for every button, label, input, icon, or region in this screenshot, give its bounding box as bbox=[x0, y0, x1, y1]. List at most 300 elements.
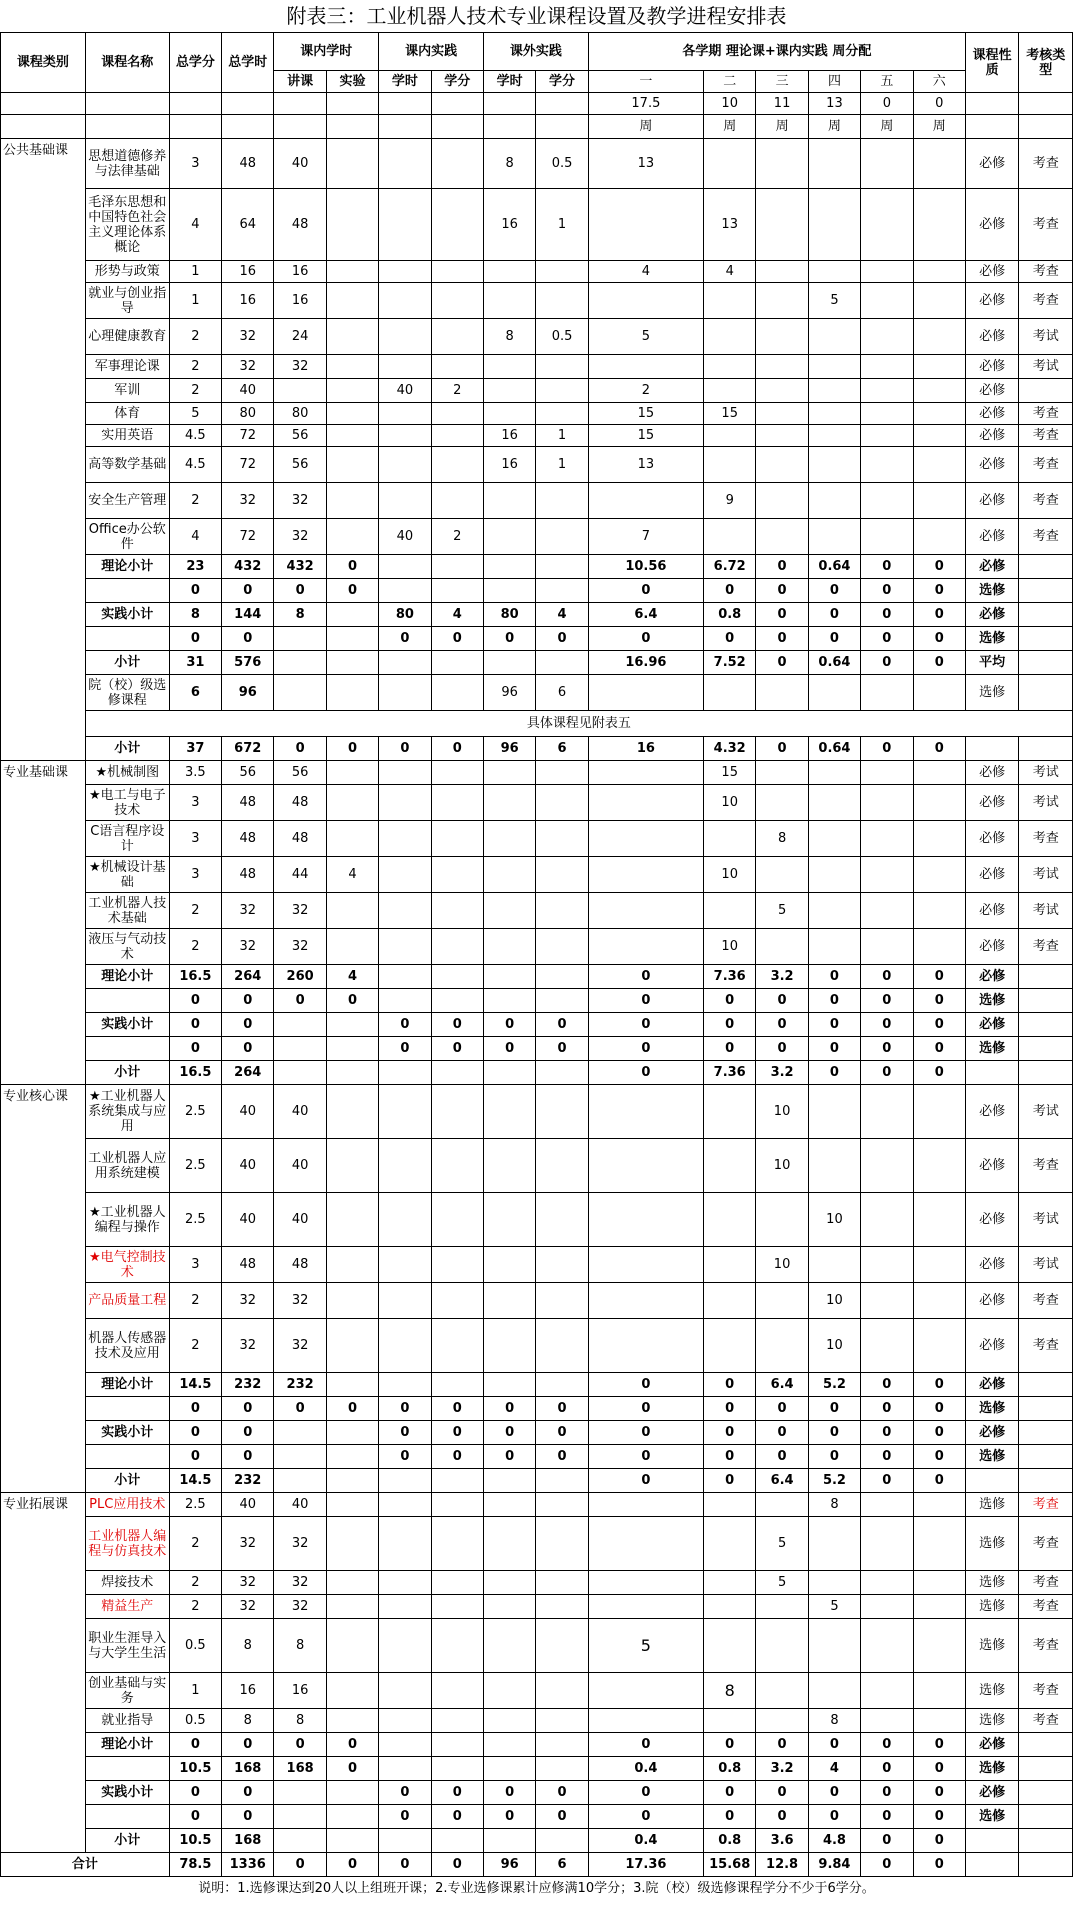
table-cell bbox=[483, 1595, 535, 1619]
table-cell bbox=[483, 283, 535, 319]
table-cell bbox=[536, 1829, 588, 1853]
table-cell: 32 bbox=[222, 929, 274, 965]
table-cell: 0 bbox=[483, 1421, 535, 1445]
table-cell: 0 bbox=[536, 1421, 588, 1445]
table-cell bbox=[704, 1619, 756, 1673]
table-cell bbox=[536, 857, 588, 893]
table-cell bbox=[861, 403, 913, 425]
table-cell bbox=[379, 139, 431, 189]
course-row bbox=[1, 447, 1073, 483]
table-cell bbox=[756, 355, 808, 379]
table-cell bbox=[326, 189, 378, 261]
table-cell bbox=[431, 1193, 483, 1247]
table-cell bbox=[1019, 675, 1073, 711]
table-cell bbox=[326, 261, 378, 283]
table-cell bbox=[431, 1757, 483, 1781]
table-cell: 0 bbox=[913, 627, 965, 651]
unit-cell: 周 bbox=[588, 115, 703, 139]
table-cell bbox=[756, 785, 808, 821]
table-cell bbox=[1019, 1037, 1073, 1061]
table-cell: 0 bbox=[483, 627, 535, 651]
course-row bbox=[1, 1319, 1073, 1373]
table-cell bbox=[536, 1319, 588, 1373]
table-cell bbox=[704, 319, 756, 355]
table-cell bbox=[431, 139, 483, 189]
table-cell bbox=[861, 447, 913, 483]
course-name: 机器人传感器技术及应用 bbox=[85, 1319, 169, 1373]
column-header: 总学分 bbox=[169, 33, 221, 93]
subtotal-row bbox=[1, 965, 1073, 989]
table-cell bbox=[431, 1247, 483, 1283]
table-cell bbox=[483, 1493, 535, 1517]
subtotal-row bbox=[1, 989, 1073, 1013]
table-cell bbox=[536, 1733, 588, 1757]
table-cell bbox=[483, 989, 535, 1013]
table-cell: 考试 bbox=[1019, 785, 1073, 821]
column-header: 二 bbox=[704, 71, 756, 93]
table-cell: 48 bbox=[222, 139, 274, 189]
table-cell bbox=[483, 1829, 535, 1853]
table-cell: 选修 bbox=[965, 675, 1018, 711]
table-cell bbox=[536, 403, 588, 425]
table-cell: 6 bbox=[169, 675, 221, 711]
table-cell bbox=[483, 857, 535, 893]
table-cell bbox=[756, 761, 808, 785]
table-cell: 0 bbox=[861, 1733, 913, 1757]
table-cell bbox=[326, 425, 378, 447]
course-name: ★机械设计基础 bbox=[85, 857, 169, 893]
table-cell bbox=[483, 355, 535, 379]
table-cell: 必修 bbox=[965, 555, 1018, 579]
weeks-cell: 0 bbox=[861, 93, 913, 115]
table-cell: 必修 bbox=[965, 821, 1018, 857]
table-cell bbox=[483, 1757, 535, 1781]
course-name: 小计 bbox=[85, 1469, 169, 1493]
course-name: 军训 bbox=[85, 379, 169, 403]
table-cell bbox=[913, 1571, 965, 1595]
course-row bbox=[1, 1595, 1073, 1619]
table-cell: 4.32 bbox=[704, 737, 756, 761]
table-cell: 4 bbox=[536, 603, 588, 627]
table-cell: 4 bbox=[431, 603, 483, 627]
table-cell: 10.5 bbox=[169, 1757, 221, 1781]
table-cell: 0 bbox=[808, 989, 860, 1013]
table-cell bbox=[1019, 1829, 1073, 1853]
table-cell: 0 bbox=[588, 1805, 703, 1829]
table-cell bbox=[379, 1061, 431, 1085]
curriculum-table bbox=[0, 32, 1073, 1877]
table-cell bbox=[861, 189, 913, 261]
table-cell: 16.96 bbox=[588, 651, 703, 675]
course-row bbox=[1, 1619, 1073, 1673]
table-cell bbox=[704, 893, 756, 929]
course-name: 就业与创业指导 bbox=[85, 283, 169, 319]
table-cell bbox=[861, 675, 913, 711]
table-cell bbox=[913, 1085, 965, 1139]
table-cell: 0 bbox=[169, 1037, 221, 1061]
table-cell: 16 bbox=[222, 1673, 274, 1709]
table-cell: 考查 bbox=[1019, 1673, 1073, 1709]
table-cell: 考查 bbox=[1019, 1619, 1073, 1673]
table-cell: 3.6 bbox=[756, 1829, 808, 1853]
table-cell: 0 bbox=[913, 579, 965, 603]
table-cell: 40 bbox=[274, 1085, 326, 1139]
course-name: ★机械制图 bbox=[85, 761, 169, 785]
table-cell: 8 bbox=[274, 1709, 326, 1733]
table-cell bbox=[536, 821, 588, 857]
table-cell bbox=[379, 1373, 431, 1397]
table-cell: 0 bbox=[704, 627, 756, 651]
table-cell bbox=[431, 1829, 483, 1853]
table-cell: 16 bbox=[483, 189, 535, 261]
course-name bbox=[85, 579, 169, 603]
table-cell bbox=[431, 1085, 483, 1139]
table-cell: 0 bbox=[431, 627, 483, 651]
total-cell: 15.68 bbox=[704, 1853, 756, 1877]
table-cell bbox=[431, 651, 483, 675]
table-cell bbox=[588, 785, 703, 821]
weeks-cell bbox=[431, 93, 483, 115]
table-cell: 32 bbox=[222, 1319, 274, 1373]
table-cell bbox=[913, 447, 965, 483]
table-cell: 0 bbox=[222, 1397, 274, 1421]
table-cell bbox=[1019, 579, 1073, 603]
table-cell: 2.5 bbox=[169, 1139, 221, 1193]
table-cell: 3 bbox=[169, 785, 221, 821]
subtotal-row bbox=[1, 651, 1073, 675]
table-cell: 7.36 bbox=[704, 1061, 756, 1085]
table-cell: 40 bbox=[222, 1193, 274, 1247]
table-cell bbox=[536, 1085, 588, 1139]
table-cell bbox=[379, 1247, 431, 1283]
table-cell: 0 bbox=[536, 1013, 588, 1037]
table-cell: 选修 bbox=[965, 1493, 1018, 1517]
table-cell bbox=[861, 1571, 913, 1595]
table-cell bbox=[588, 929, 703, 965]
table-cell: 0 bbox=[704, 989, 756, 1013]
table-cell: 3 bbox=[169, 1247, 221, 1283]
table-cell bbox=[326, 627, 378, 651]
table-cell bbox=[483, 761, 535, 785]
table-cell: 80 bbox=[274, 403, 326, 425]
table-cell: 0.5 bbox=[169, 1619, 221, 1673]
table-cell: 必修 bbox=[965, 355, 1018, 379]
table-cell: 必修 bbox=[965, 447, 1018, 483]
course-row bbox=[1, 761, 1073, 785]
table-cell: 56 bbox=[274, 761, 326, 785]
table-cell bbox=[326, 1571, 378, 1595]
table-cell bbox=[379, 785, 431, 821]
table-cell bbox=[379, 761, 431, 785]
table-cell: 4 bbox=[704, 261, 756, 283]
table-cell: 80 bbox=[379, 603, 431, 627]
table-cell: 选修 bbox=[965, 1709, 1018, 1733]
table-cell bbox=[704, 1283, 756, 1319]
table-cell: 37 bbox=[169, 737, 221, 761]
table-cell: 0 bbox=[169, 1397, 221, 1421]
table-cell: 56 bbox=[222, 761, 274, 785]
table-cell: 1 bbox=[169, 1673, 221, 1709]
table-cell: 16 bbox=[274, 261, 326, 283]
unit-cell bbox=[379, 115, 431, 139]
course-name: 精益生产 bbox=[85, 1595, 169, 1619]
column-header: 三 bbox=[756, 71, 808, 93]
table-cell: 0 bbox=[483, 1781, 535, 1805]
table-cell: 0 bbox=[536, 1445, 588, 1469]
table-cell: 48 bbox=[274, 189, 326, 261]
table-cell bbox=[1019, 603, 1073, 627]
table-cell: 32 bbox=[274, 483, 326, 519]
table-cell bbox=[588, 1709, 703, 1733]
table-cell: 6.4 bbox=[756, 1373, 808, 1397]
table-cell: 264 bbox=[222, 1061, 274, 1085]
table-cell: 32 bbox=[222, 319, 274, 355]
table-cell: 0 bbox=[704, 1373, 756, 1397]
weeks-cell bbox=[326, 93, 378, 115]
table-cell bbox=[808, 821, 860, 857]
table-cell: 0 bbox=[756, 603, 808, 627]
course-row bbox=[1, 893, 1073, 929]
table-cell bbox=[483, 579, 535, 603]
table-cell: 2 bbox=[169, 929, 221, 965]
table-cell: 0 bbox=[588, 1733, 703, 1757]
course-name: 高等数学基础 bbox=[85, 447, 169, 483]
table-cell: 必修 bbox=[965, 1085, 1018, 1139]
table-cell: 必修 bbox=[965, 1421, 1018, 1445]
table-cell: 7.36 bbox=[704, 965, 756, 989]
subtotal-row bbox=[1, 1757, 1073, 1781]
table-cell: 432 bbox=[222, 555, 274, 579]
column-header: 各学期 理论课+课内实践 周分配 bbox=[588, 33, 965, 71]
course-name: 工业机器人应用系统建模 bbox=[85, 1139, 169, 1193]
table-cell: 8 bbox=[756, 821, 808, 857]
table-cell: 必修 bbox=[965, 319, 1018, 355]
table-cell: 考查 bbox=[1019, 283, 1073, 319]
table-cell: 选修 bbox=[965, 1595, 1018, 1619]
table-cell: 0 bbox=[913, 1061, 965, 1085]
subtotal-row bbox=[1, 1061, 1073, 1085]
table-cell: 1 bbox=[536, 425, 588, 447]
table-cell: 10 bbox=[808, 1283, 860, 1319]
table-cell bbox=[1019, 1757, 1073, 1781]
total-cell: 12.8 bbox=[756, 1853, 808, 1877]
subtotal-row bbox=[1, 579, 1073, 603]
table-cell: 0 bbox=[861, 965, 913, 989]
table-cell: 0 bbox=[913, 651, 965, 675]
table-cell: 考试 bbox=[1019, 857, 1073, 893]
table-cell: 9 bbox=[704, 483, 756, 519]
table-cell bbox=[431, 1673, 483, 1709]
table-cell: 0 bbox=[169, 579, 221, 603]
table-cell bbox=[326, 447, 378, 483]
table-cell bbox=[808, 483, 860, 519]
table-cell: 考查 bbox=[1019, 1139, 1073, 1193]
table-cell bbox=[326, 821, 378, 857]
subtotal-row bbox=[1, 1421, 1073, 1445]
table-cell: 8 bbox=[274, 1619, 326, 1673]
total-cell: 17.36 bbox=[588, 1853, 703, 1877]
course-name: 职业生涯导入与大学生生活 bbox=[85, 1619, 169, 1673]
table-cell: 48 bbox=[222, 857, 274, 893]
table-cell bbox=[536, 1493, 588, 1517]
table-cell: 0 bbox=[913, 1757, 965, 1781]
table-cell: 0 bbox=[222, 1805, 274, 1829]
table-cell bbox=[756, 283, 808, 319]
table-cell bbox=[913, 761, 965, 785]
table-cell bbox=[326, 785, 378, 821]
table-cell bbox=[379, 1283, 431, 1319]
table-cell bbox=[588, 283, 703, 319]
table-cell: 0 bbox=[222, 1421, 274, 1445]
table-cell: 14.5 bbox=[169, 1373, 221, 1397]
table-cell bbox=[861, 483, 913, 519]
table-cell: 选修 bbox=[965, 1757, 1018, 1781]
table-cell: 10.56 bbox=[588, 555, 703, 579]
table-cell: 必修 bbox=[965, 1781, 1018, 1805]
table-cell bbox=[808, 403, 860, 425]
table-cell: 96 bbox=[483, 737, 535, 761]
weeks-cell: 11 bbox=[756, 93, 808, 115]
unit-cell bbox=[431, 115, 483, 139]
course-name bbox=[85, 1445, 169, 1469]
course-name: 安全生产管理 bbox=[85, 483, 169, 519]
table-cell: 必修 bbox=[965, 1373, 1018, 1397]
table-cell bbox=[808, 785, 860, 821]
table-cell bbox=[379, 1619, 431, 1673]
table-cell bbox=[326, 1445, 378, 1469]
table-cell bbox=[379, 555, 431, 579]
table-cell: 0 bbox=[756, 579, 808, 603]
table-cell bbox=[326, 139, 378, 189]
table-cell: 考查 bbox=[1019, 1709, 1073, 1733]
table-cell bbox=[965, 1469, 1018, 1493]
course-row bbox=[1, 483, 1073, 519]
table-cell: 0 bbox=[588, 1037, 703, 1061]
table-cell: 0 bbox=[756, 1733, 808, 1757]
course-row bbox=[1, 857, 1073, 893]
table-cell: 考试 bbox=[1019, 355, 1073, 379]
table-cell: 15 bbox=[704, 403, 756, 425]
table-cell bbox=[483, 1319, 535, 1373]
table-cell bbox=[756, 929, 808, 965]
table-cell bbox=[861, 1319, 913, 1373]
table-cell bbox=[431, 1709, 483, 1733]
table-cell bbox=[379, 1085, 431, 1139]
table-cell bbox=[808, 893, 860, 929]
table-cell: 44 bbox=[274, 857, 326, 893]
table-cell: 0 bbox=[913, 1037, 965, 1061]
table-cell bbox=[913, 403, 965, 425]
table-cell bbox=[326, 355, 378, 379]
table-cell: 0 bbox=[274, 989, 326, 1013]
table-cell bbox=[483, 929, 535, 965]
table-cell bbox=[756, 319, 808, 355]
total-row bbox=[1, 1853, 1073, 1877]
table-cell bbox=[704, 355, 756, 379]
table-cell: 0 bbox=[326, 1733, 378, 1757]
table-cell bbox=[431, 1595, 483, 1619]
table-cell: 0.4 bbox=[588, 1757, 703, 1781]
column-header: 实验 bbox=[326, 71, 378, 93]
table-cell bbox=[808, 1571, 860, 1595]
table-cell bbox=[326, 319, 378, 355]
table-cell: 5 bbox=[588, 1619, 703, 1673]
table-cell bbox=[274, 379, 326, 403]
table-cell bbox=[536, 261, 588, 283]
table-cell bbox=[431, 403, 483, 425]
table-cell bbox=[326, 929, 378, 965]
table-cell: 选修 bbox=[965, 627, 1018, 651]
table-cell: 必修 bbox=[965, 1193, 1018, 1247]
table-cell: 2 bbox=[588, 379, 703, 403]
course-name: PLC应用技术 bbox=[85, 1493, 169, 1517]
table-cell bbox=[483, 821, 535, 857]
table-cell bbox=[326, 603, 378, 627]
table-cell: 0 bbox=[861, 651, 913, 675]
table-cell bbox=[588, 761, 703, 785]
table-cell: 32 bbox=[222, 355, 274, 379]
table-cell: 64 bbox=[222, 189, 274, 261]
column-header: 课程名称 bbox=[85, 33, 169, 93]
table-cell bbox=[913, 675, 965, 711]
table-cell: 0 bbox=[431, 1781, 483, 1805]
table-cell bbox=[808, 519, 860, 555]
course-row bbox=[1, 1571, 1073, 1595]
total-cell: 0 bbox=[861, 1853, 913, 1877]
table-cell: 0.8 bbox=[704, 1829, 756, 1853]
table-cell bbox=[913, 1517, 965, 1571]
table-cell bbox=[431, 821, 483, 857]
table-cell bbox=[808, 857, 860, 893]
note-cell: 具体课程见附表五 bbox=[85, 711, 1072, 737]
table-cell bbox=[379, 1517, 431, 1571]
table-cell: 3.2 bbox=[756, 965, 808, 989]
column-header: 总学时 bbox=[222, 33, 274, 93]
table-cell bbox=[756, 425, 808, 447]
table-cell: 10 bbox=[704, 857, 756, 893]
table-cell bbox=[379, 893, 431, 929]
table-cell: 2 bbox=[169, 1283, 221, 1319]
table-cell: 8 bbox=[222, 1619, 274, 1673]
table-cell bbox=[431, 579, 483, 603]
table-cell bbox=[536, 1709, 588, 1733]
table-cell bbox=[913, 1319, 965, 1373]
table-cell: 2.5 bbox=[169, 1493, 221, 1517]
table-cell bbox=[431, 1469, 483, 1493]
table-cell: 必修 bbox=[965, 893, 1018, 929]
course-name: ★工业机器人编程与操作 bbox=[85, 1193, 169, 1247]
table-cell: 考查 bbox=[1019, 189, 1073, 261]
course-row bbox=[1, 1709, 1073, 1733]
weeks-cell bbox=[536, 93, 588, 115]
table-cell bbox=[913, 355, 965, 379]
table-cell bbox=[536, 651, 588, 675]
table-cell bbox=[861, 1139, 913, 1193]
weeks-cell bbox=[965, 93, 1018, 115]
course-name bbox=[85, 627, 169, 651]
table-cell bbox=[431, 1493, 483, 1517]
table-cell bbox=[274, 651, 326, 675]
course-name: 产品质量工程 bbox=[85, 1283, 169, 1319]
table-cell bbox=[913, 425, 965, 447]
table-cell: 0 bbox=[431, 1445, 483, 1469]
table-cell: 选修 bbox=[965, 1673, 1018, 1709]
table-cell: 48 bbox=[274, 821, 326, 857]
table-cell: 2 bbox=[169, 483, 221, 519]
table-cell: 2 bbox=[431, 379, 483, 403]
table-cell: 0 bbox=[808, 1445, 860, 1469]
table-cell bbox=[536, 579, 588, 603]
